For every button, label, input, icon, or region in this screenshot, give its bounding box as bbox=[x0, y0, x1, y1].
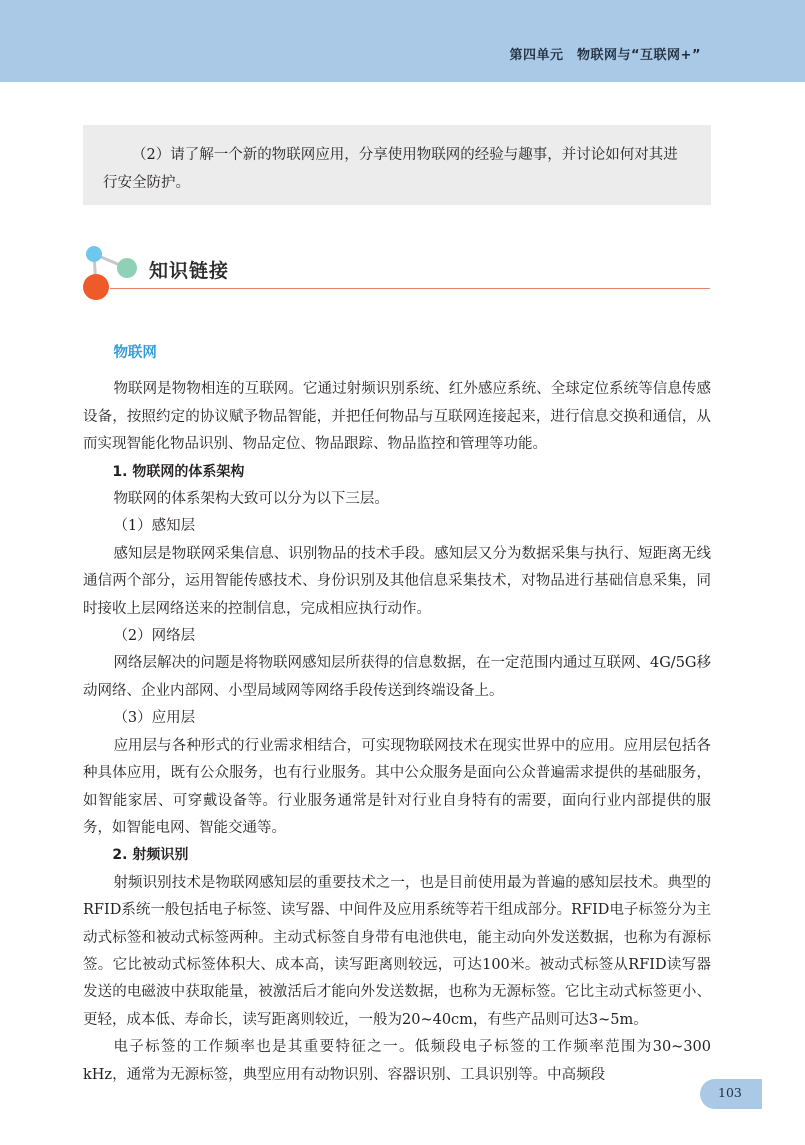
knowledge-divider bbox=[110, 288, 710, 289]
heading-rfid: 2. 射频识别 bbox=[112, 847, 189, 864]
layer1-title: （1）感知层 bbox=[113, 518, 196, 535]
layer2-paragraph: 网络层解决的问题是将物联网感知层所获得的信息数据，在一定范围内通过互联网、4G/5G移动网络、企业内部网、小型局域网等网络手段传送到终端设备上。 bbox=[83, 655, 711, 699]
rfid-paragraph-1: 射频识别技术是物联网感知层的重要技术之一，也是目前使用最为普遍的感知层技术。典型的RFID系统一般包括电子标签、读写器、中间件及应用系统等若干组成部分。RFID电子标签分为主动式标签和被动式标签两种。主动式标签自身带有电池供电，能主动向外发送数据，也称为有源标签。它比被动式标签体积大、成本高，读写距离则较远，可达100米。被动式标签从RFID读写器发送的电磁波中获取能量，被激活后才能向外发送数据，也称为无源标签。它比主动式标签更小、更轻，成本低、寿命长，读写距离则较近，一般为20~40cm，有些产品则可达3~5m。 bbox=[83, 874, 711, 1028]
rfid-paragraph-2: 电子标签的工作频率也是其重要特征之一。低频段电子标签的工作频率范围为30~300 kHz，通常为无源标签，典型应用有动物识别、容器识别、工具识别等。中高频段 bbox=[83, 1039, 711, 1083]
layer1-paragraph: 感知层是物联网采集信息、识别物品的技术手段。感知层又分为数据采集与执行、短距离无线通信两个部分，运用智能传感技术、身份识别及其他信息采集技术，对物品进行基础信息采集，同时接收上层网络送来的控制信息，完成相应执行动作。 bbox=[83, 545, 711, 617]
task-text: （2）请了解一个新的物联网应用，分享使用物联网的经验与趣事，并讨论如何对其进行安全防护。 bbox=[103, 147, 678, 191]
layer3-title: （3）应用层 bbox=[113, 710, 196, 727]
unit-title: 第四单元 物联网与“互联网+” bbox=[509, 48, 701, 63]
molecule-icon bbox=[80, 240, 142, 302]
layer2-title: （2）网络层 bbox=[113, 628, 196, 645]
layer3-paragraph: 应用层与各种形式的行业需求相结合，可实现物联网技术在现实世界中的应用。应用层包括各种具体应用，既有公众服务，也有行业服务。其中公众服务是面向公众普遍需求提供的基础服务，如智能家居、可穿戴设备等。行业服务通常是针对行业自身特有的需要，面向行业内部提供的服务，如智能电网、智能交通等。 bbox=[83, 737, 711, 836]
spacer bbox=[83, 367, 711, 376]
page-number: 103 bbox=[718, 1085, 742, 1100]
section-title: 物联网 bbox=[113, 345, 157, 361]
intro-paragraph: 物联网是物物相连的互联网。它通过射频识别系统、红外感应系统、全球定位系统等信息传感设备，按照约定的协议赋予物品智能，并把任何物品与互联网连接起来，进行信息交换和通信，从而实现智能化物品识别、物品定位、物品跟踪、物品监控和管理等功能。 bbox=[83, 381, 711, 453]
header-band bbox=[0, 0, 805, 82]
knowledge-title: 知识链接 bbox=[149, 260, 230, 282]
task-box bbox=[83, 125, 711, 205]
heading-architecture: 1. 物联网的体系架构 bbox=[112, 463, 245, 480]
body-text bbox=[83, 340, 711, 1089]
architecture-intro: 物联网的体系架构大致可以分为以下三层。 bbox=[113, 491, 389, 508]
